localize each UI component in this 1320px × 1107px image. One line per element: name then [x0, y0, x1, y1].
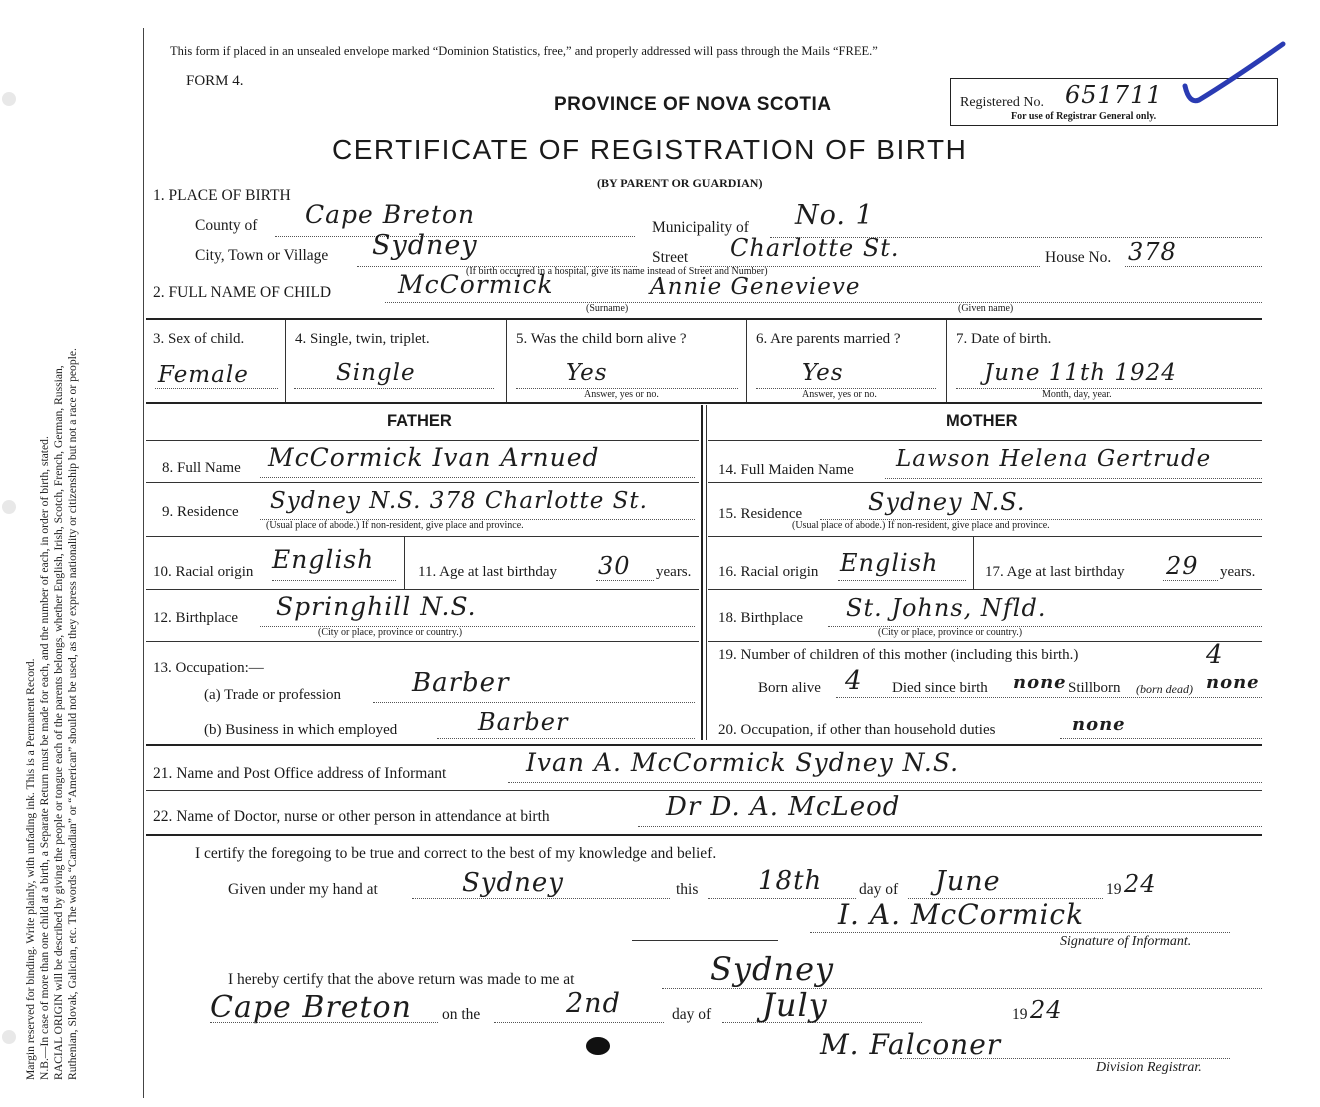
municipality-value: No. 1: [795, 200, 874, 231]
county-value: Cape Breton: [305, 200, 476, 229]
mother-racial-origin-label: 16. Racial origin: [718, 564, 819, 580]
mother-age-label: 17. Age at last birthday: [985, 564, 1125, 580]
margin-note-1: Margin reserved for binding. Write plainly, with unfading ink. This is a Permanent Record.: [24, 658, 37, 1080]
children-count-value: 4: [1206, 640, 1224, 670]
father-age-value: 30: [598, 552, 631, 580]
registrar-year-suffix: 24: [1030, 996, 1063, 1024]
registrar-certification: I hereby certify that the above return was made to me at: [228, 971, 575, 988]
mother-birthplace-caption: (City or place, province or country.): [878, 627, 1023, 638]
child-surname: McCormick: [398, 270, 554, 299]
date-of-birth-label: 7. Date of birth.: [956, 331, 1052, 347]
section-rule: [146, 402, 1262, 404]
born-alive-question: 5. Was the child born alive ?: [516, 331, 687, 347]
mother-age-unit: years.: [1220, 564, 1256, 580]
informant-signature-caption: Signature of Informant.: [1060, 934, 1192, 949]
father-age-label: 11. Age at last birthday: [418, 564, 557, 580]
father-name-value: McCormick Ivan Arnued: [268, 443, 600, 472]
father-residence-value: Sydney N.S. 378 Charlotte St.: [270, 488, 648, 514]
given-place: Sydney: [462, 868, 564, 898]
margin-note-4: Ruthenian, Slovak, Galician, etc. The words “Canadian” or “American” should not be used, as they express nationality or citizenship but not a race or people.: [66, 348, 79, 1080]
registrar-year-prefix: 19: [1012, 1006, 1028, 1023]
registered-no-label: Registered No.: [960, 95, 1044, 110]
given-year-prefix: 19: [1106, 881, 1122, 898]
mother-racial-origin-value: English: [840, 549, 939, 577]
sex-value: Female: [158, 362, 249, 388]
section-rule: [146, 318, 1262, 320]
mother-birthplace-label: 18. Birthplace: [718, 610, 803, 626]
city-label: City, Town or Village: [195, 247, 329, 264]
mother-heading: MOTHER: [946, 412, 1018, 430]
margin-note-2: N.B.—In case of more than one child at a birth, a Separate Return must be made for each, and the number of each, in order of birth, stated.: [38, 436, 51, 1080]
father-racial-origin-label: 10. Racial origin: [153, 564, 254, 580]
father-name-label: 8. Full Name: [162, 460, 241, 476]
children-count-label: 19. Number of children of this mother (including this birth.): [718, 647, 1079, 663]
binding-margin-notes: [24, 30, 134, 1080]
father-business-label: (b) Business in which employed: [204, 722, 398, 738]
mother-occupation-label: 20. Occupation, if other than household duties: [718, 722, 996, 738]
hospital-note: (If birth occurred in a hospital, give its name instead of Street and Number): [466, 266, 768, 277]
form-number: FORM 4.: [186, 73, 244, 89]
house-no-label: House No.: [1045, 249, 1112, 266]
given-month: June: [935, 866, 1001, 897]
ink-blot-icon: [580, 1030, 620, 1060]
certification-divider: [632, 940, 778, 941]
binding-hole: [2, 92, 16, 106]
registrar-signature: M. Falconer: [820, 1028, 1002, 1061]
born-alive-answer: Yes: [566, 360, 608, 386]
father-heading: FATHER: [387, 412, 452, 430]
father-trade-label: (a) Trade or profession: [204, 687, 342, 703]
mailing-notice: This form if placed in an unsealed envelope marked “Dominion Statistics, free,” and properly addressed will pass through the Mails “FREE.”: [170, 44, 878, 58]
father-business-value: Barber: [478, 708, 569, 736]
parents-married-caption: Answer, yes or no.: [802, 389, 877, 400]
child-name-label: 2. FULL NAME OF CHILD: [153, 284, 332, 301]
day-of-label: day of: [859, 881, 899, 898]
father-racial-origin-value: English: [272, 545, 375, 574]
died-since-birth-value: none: [1013, 672, 1067, 693]
city-value: Sydney: [372, 230, 478, 261]
father-occupation-label: 13. Occupation:—: [153, 660, 264, 676]
doctor-label: 22. Name of Doctor, nurse or other person in attendance at birth: [153, 808, 550, 825]
sex-label: 3. Sex of child.: [153, 331, 245, 347]
father-residence-label: 9. Residence: [162, 504, 239, 520]
certificate-title: CERTIFICATE OF REGISTRATION OF BIRTH: [332, 134, 968, 165]
died-since-birth-label: Died since birth: [892, 680, 988, 696]
father-residence-caption: (Usual place of abode.) If non-resident, give place and province.: [266, 520, 524, 531]
father-trade-value: Barber: [412, 668, 510, 698]
given-day: 18th: [758, 866, 823, 896]
mother-name-label: 14. Full Maiden Name: [718, 462, 854, 478]
certificate-subtitle: (BY PARENT OR GUARDIAN): [597, 176, 763, 190]
binding-hole: [2, 500, 16, 514]
province-heading: PROVINCE OF NOVA SCOTIA: [554, 94, 832, 115]
this-label: this: [676, 881, 699, 898]
date-of-birth-value: June 11th 1924: [984, 360, 1177, 386]
mother-age-value: 29: [1166, 552, 1199, 580]
informant-label: 21. Name and Post Office address of Informant: [153, 765, 447, 782]
mother-residence-caption: (Usual place of abode.) If non-resident, give place and province.: [792, 520, 1050, 531]
plurality-value: Single: [336, 360, 416, 386]
section-rule: [146, 744, 1262, 746]
street-label: Street: [652, 249, 689, 266]
registrar-day: 2nd: [566, 988, 621, 1019]
stillborn-label: Stillborn: [1068, 680, 1121, 696]
father-birthplace-label: 12. Birthplace: [153, 610, 238, 626]
mother-name-value: Lawson Helena Gertrude: [896, 446, 1212, 472]
mother-residence-value: Sydney N.S.: [868, 488, 1026, 516]
on-the-label: on the: [442, 1006, 481, 1023]
informant-value: Ivan A. McCormick Sydney N.S.: [526, 748, 960, 777]
born-alive-count-label: Born alive: [758, 680, 821, 696]
given-under-hand-label: Given under my hand at: [228, 881, 378, 898]
given-name-caption: (Given name): [958, 303, 1014, 314]
stillborn-paren: (born dead): [1136, 682, 1193, 696]
registrar-day-of-label: day of: [672, 1006, 712, 1023]
binding-hole: [2, 1030, 16, 1044]
given-year-suffix: 24: [1124, 870, 1157, 898]
born-alive-count-value: 4: [845, 666, 863, 696]
registrar-month: July: [762, 986, 828, 1024]
father-birthplace-caption: (City or place, province or country.): [318, 627, 463, 638]
blue-check-mark-icon: [1175, 38, 1295, 108]
house-no-value: 378: [1128, 238, 1177, 266]
registrar-place: Sydney: [710, 950, 835, 988]
mother-occupation-value: none: [1072, 714, 1126, 735]
informant-certification: I certify the foregoing to be true and correct to the best of my knowledge and belief.: [195, 845, 717, 862]
stillborn-value: none: [1206, 672, 1260, 693]
date-of-birth-caption: Month, day, year.: [1042, 389, 1112, 400]
registered-no-value: 651711: [1065, 81, 1163, 109]
born-alive-caption: Answer, yes or no.: [584, 389, 659, 400]
margin-rule: [143, 28, 144, 1098]
surname-caption: (Surname): [586, 303, 629, 314]
parents-married-question: 6. Are parents married ?: [756, 331, 901, 347]
county-label: County of: [195, 217, 258, 234]
margin-note-3: RACIAL ORIGIN will be described by giving the people or tongue each of the parents belongs, whether English, Irish, Scotch, French, German, Russian,: [52, 365, 65, 1080]
mother-residence-label: 15. Residence: [718, 506, 803, 522]
section-rule: [146, 834, 1262, 836]
registrar-signature-caption: Division Registrar.: [1096, 1060, 1202, 1075]
plurality-label: 4. Single, twin, triplet.: [295, 331, 430, 347]
father-age-unit: years.: [656, 564, 692, 580]
municipality-label: Municipality of: [652, 219, 749, 236]
registrar-county: Cape Breton: [210, 990, 412, 1025]
informant-signature: I. A. McCormick: [838, 898, 1085, 931]
mother-birthplace-value: St. Johns, Nfld.: [846, 594, 1047, 622]
registrar-only-note: For use of Registrar General only.: [1011, 111, 1157, 122]
father-birthplace-value: Springhill N.S.: [276, 592, 477, 621]
doctor-value: Dr D. A. McLeod: [666, 792, 901, 822]
child-given-name: Annie Genevieve: [650, 274, 861, 300]
parents-married-answer: Yes: [802, 360, 844, 386]
place-of-birth-heading: 1. PLACE OF BIRTH: [153, 187, 291, 204]
street-value: Charlotte St.: [730, 234, 900, 262]
